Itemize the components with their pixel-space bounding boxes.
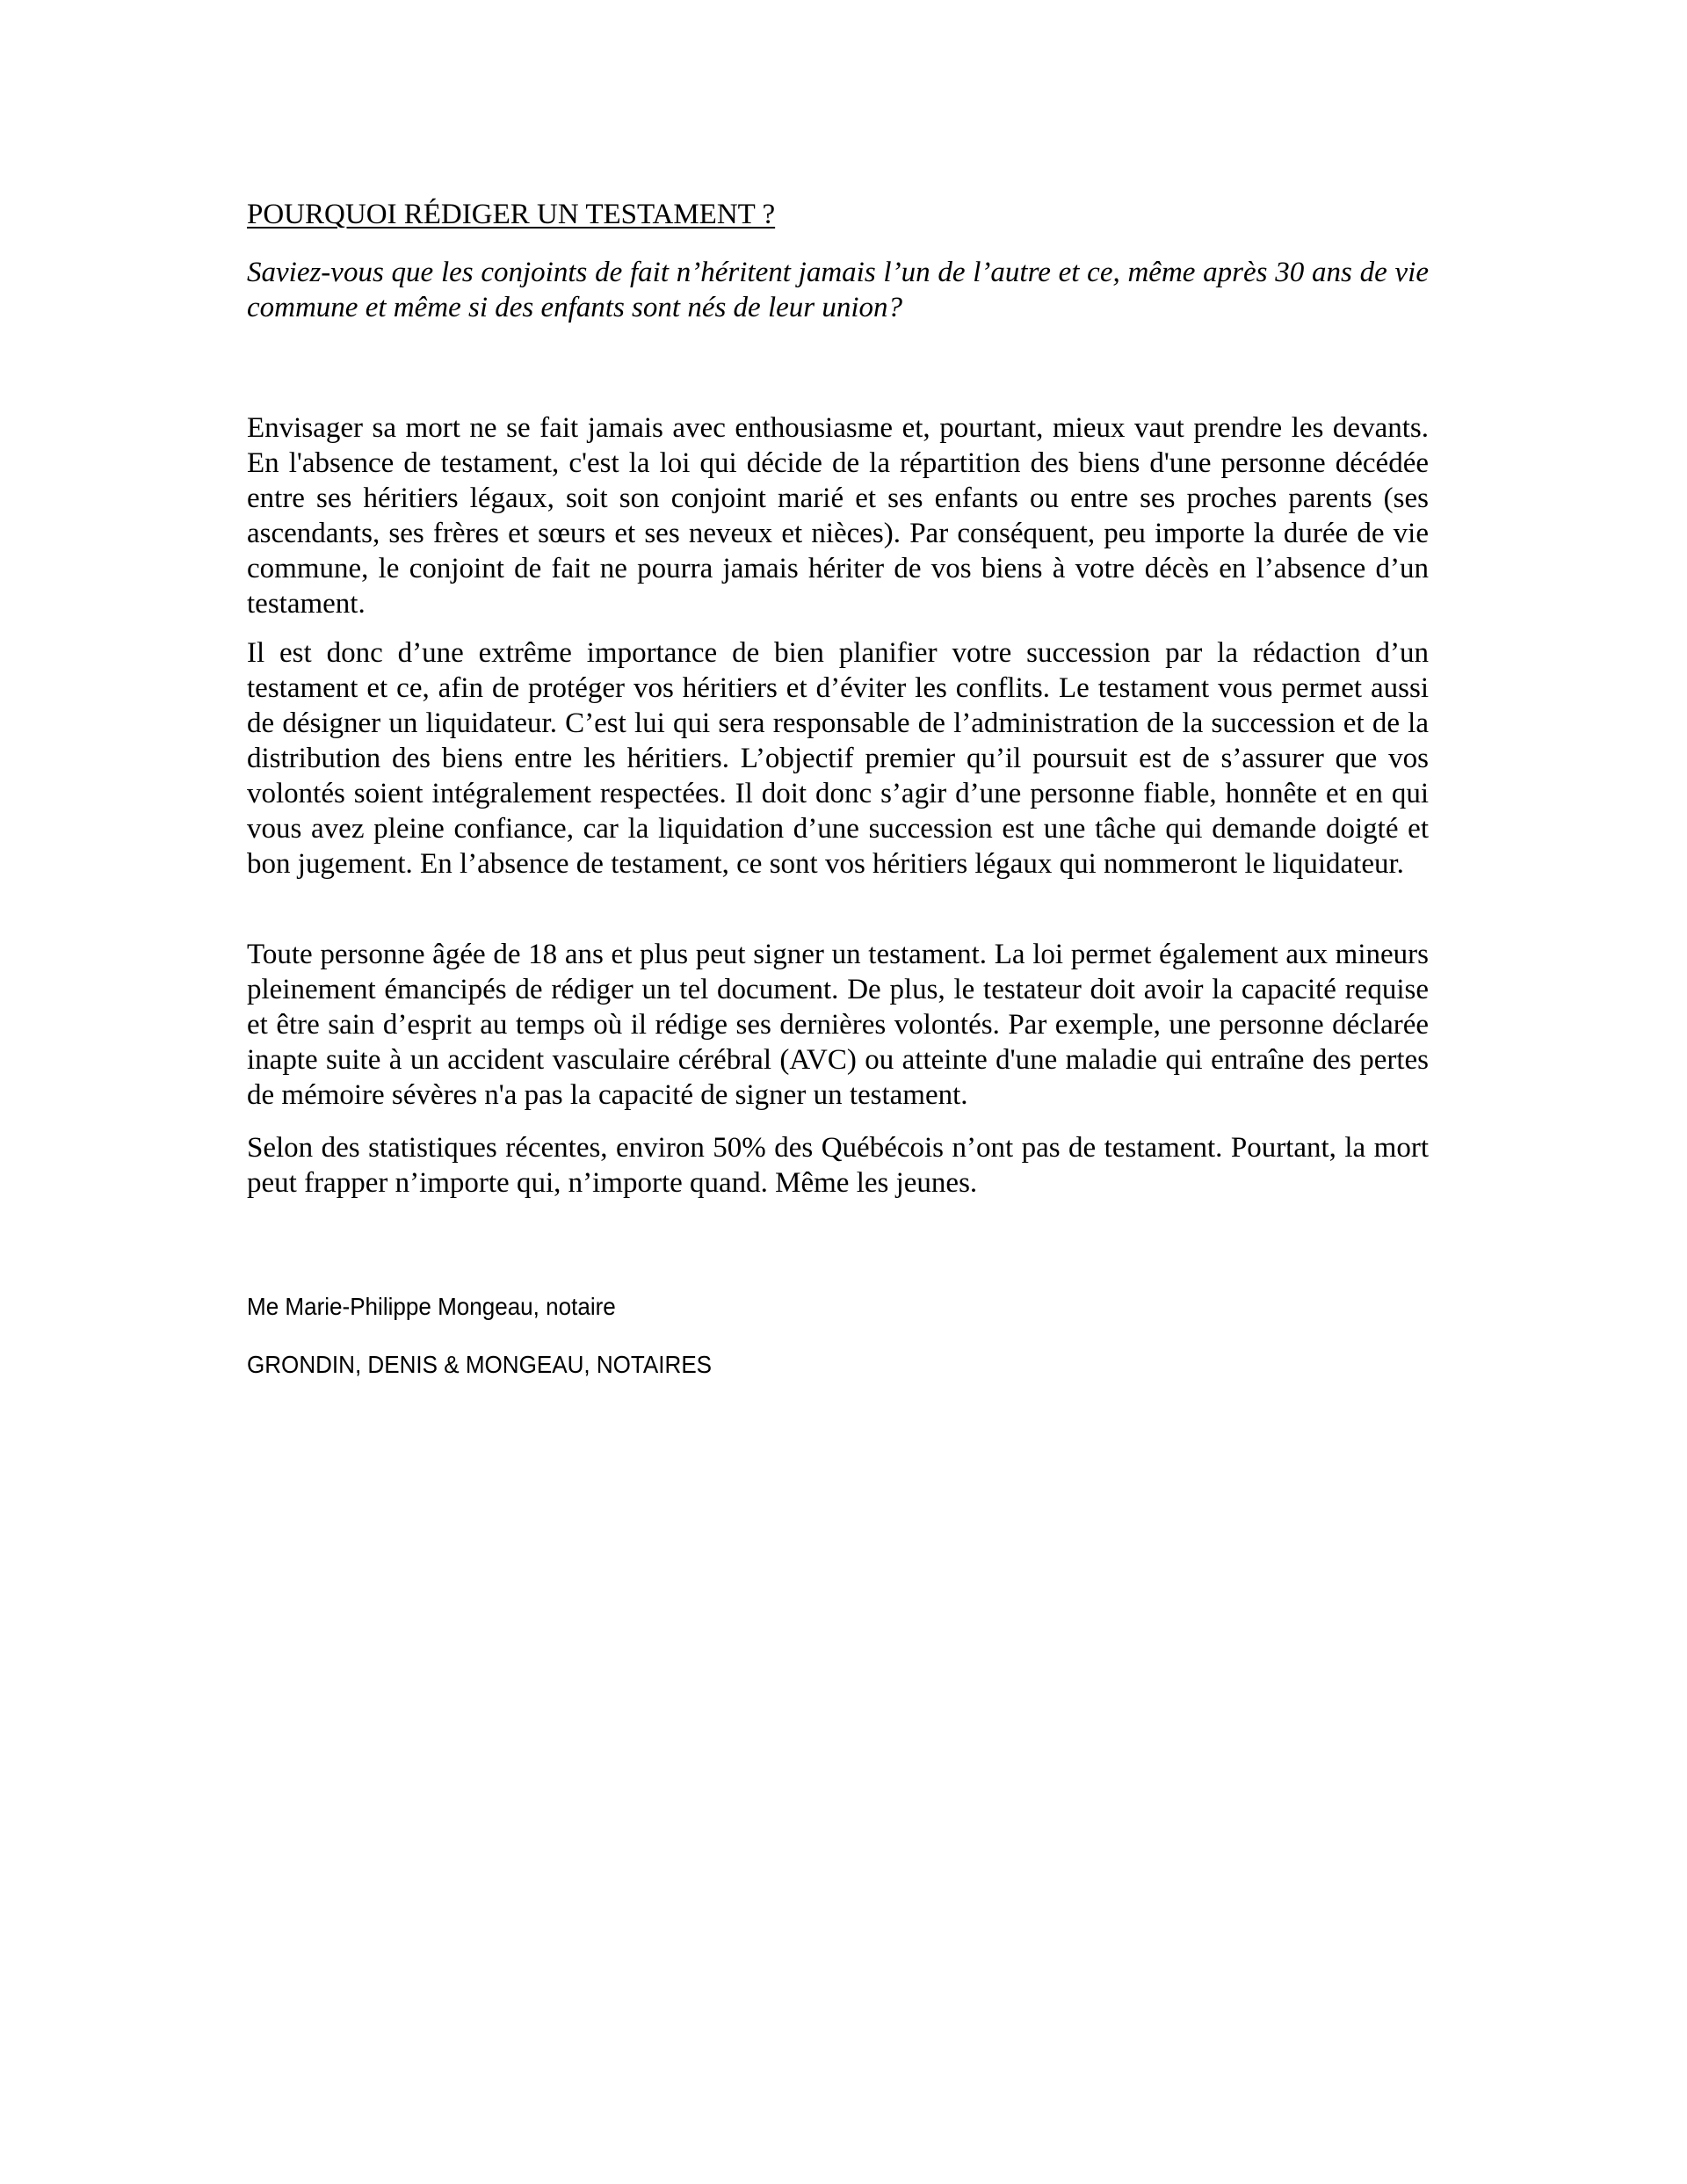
paragraph-2: Il est donc d’une extrême importance de bien planifier votre succession par la rédaction d’un testament et ce, afin de protéger vos héritiers et d’éviter les conflits. Le testament vous permet aussi de désigner un liquidateur. C’est lui qui sera responsable de l’administration de la succession et de la distribution des biens entre les héritiers. L’objectif premier qu’il poursuit est de s’assurer que vos volontés soient intégralement respectées. Il doit donc s’agir d’une personne fiable, honnête et en qui vous avez pleine confiance, car la liquidation d’une succession est une tâche qui demande doigté et bon jugement. En l’absence de testament, ce sont vos héritiers légaux qui nommeront le liquidateur. xyxy=(247,637,1429,880)
intro-question: Saviez-vous que les conjoints de fait n’héritent jamais l’un de l’autre et ce, même après 30 ans de vie commune et même si des enfants sont nés de leur union? xyxy=(247,257,1429,323)
document-title: POURQUOI RÉDIGER UN TESTAMENT ? xyxy=(247,199,776,230)
paragraph-4: Selon des statistiques récentes, environ 50% des Québécois n’ont pas de testament. Pourtant, la mort peut frapper n’importe qui, n’importe quand. Même les jeunes. xyxy=(247,1132,1429,1199)
paragraph-1: Envisager sa mort ne se fait jamais avec enthousiasme et, pourtant, mieux vaut prendre les devants. En l'absence de testament, c'est la loi qui décide de la répartition des biens d'une personne décédée entre ses héritiers légaux, soit son conjoint marié et ses enfants ou entre ses proches parents (ses ascendants, ses frères et sœurs et ses neveux et nièces). Par conséquent, peu importe la durée de vie commune, le conjoint de fait ne pourra jamais hériter de vos biens à votre décès en l’absence d’un testament. xyxy=(247,412,1429,620)
signature-firm: GRONDIN, DENIS & MONGEAU, NOTAIRES xyxy=(247,1351,713,1378)
signature-author: Me Marie-Philippe Mongeau, notaire xyxy=(247,1293,616,1320)
paragraph-3: Toute personne âgée de 18 ans et plus peut signer un testament. La loi permet également aux mineurs pleinement émancipés de rédiger un tel document. De plus, le testateur doit avoir la capacité requise et être sain d’esprit au temps où il rédige ses dernières volontés. Par exemple, une personne déclarée inapte suite à un accident vasculaire cérébral (AVC) ou atteinte d'une maladie qui entraîne des pertes de mémoire sévères n'a pas la capacité de signer un testament. xyxy=(247,939,1429,1111)
